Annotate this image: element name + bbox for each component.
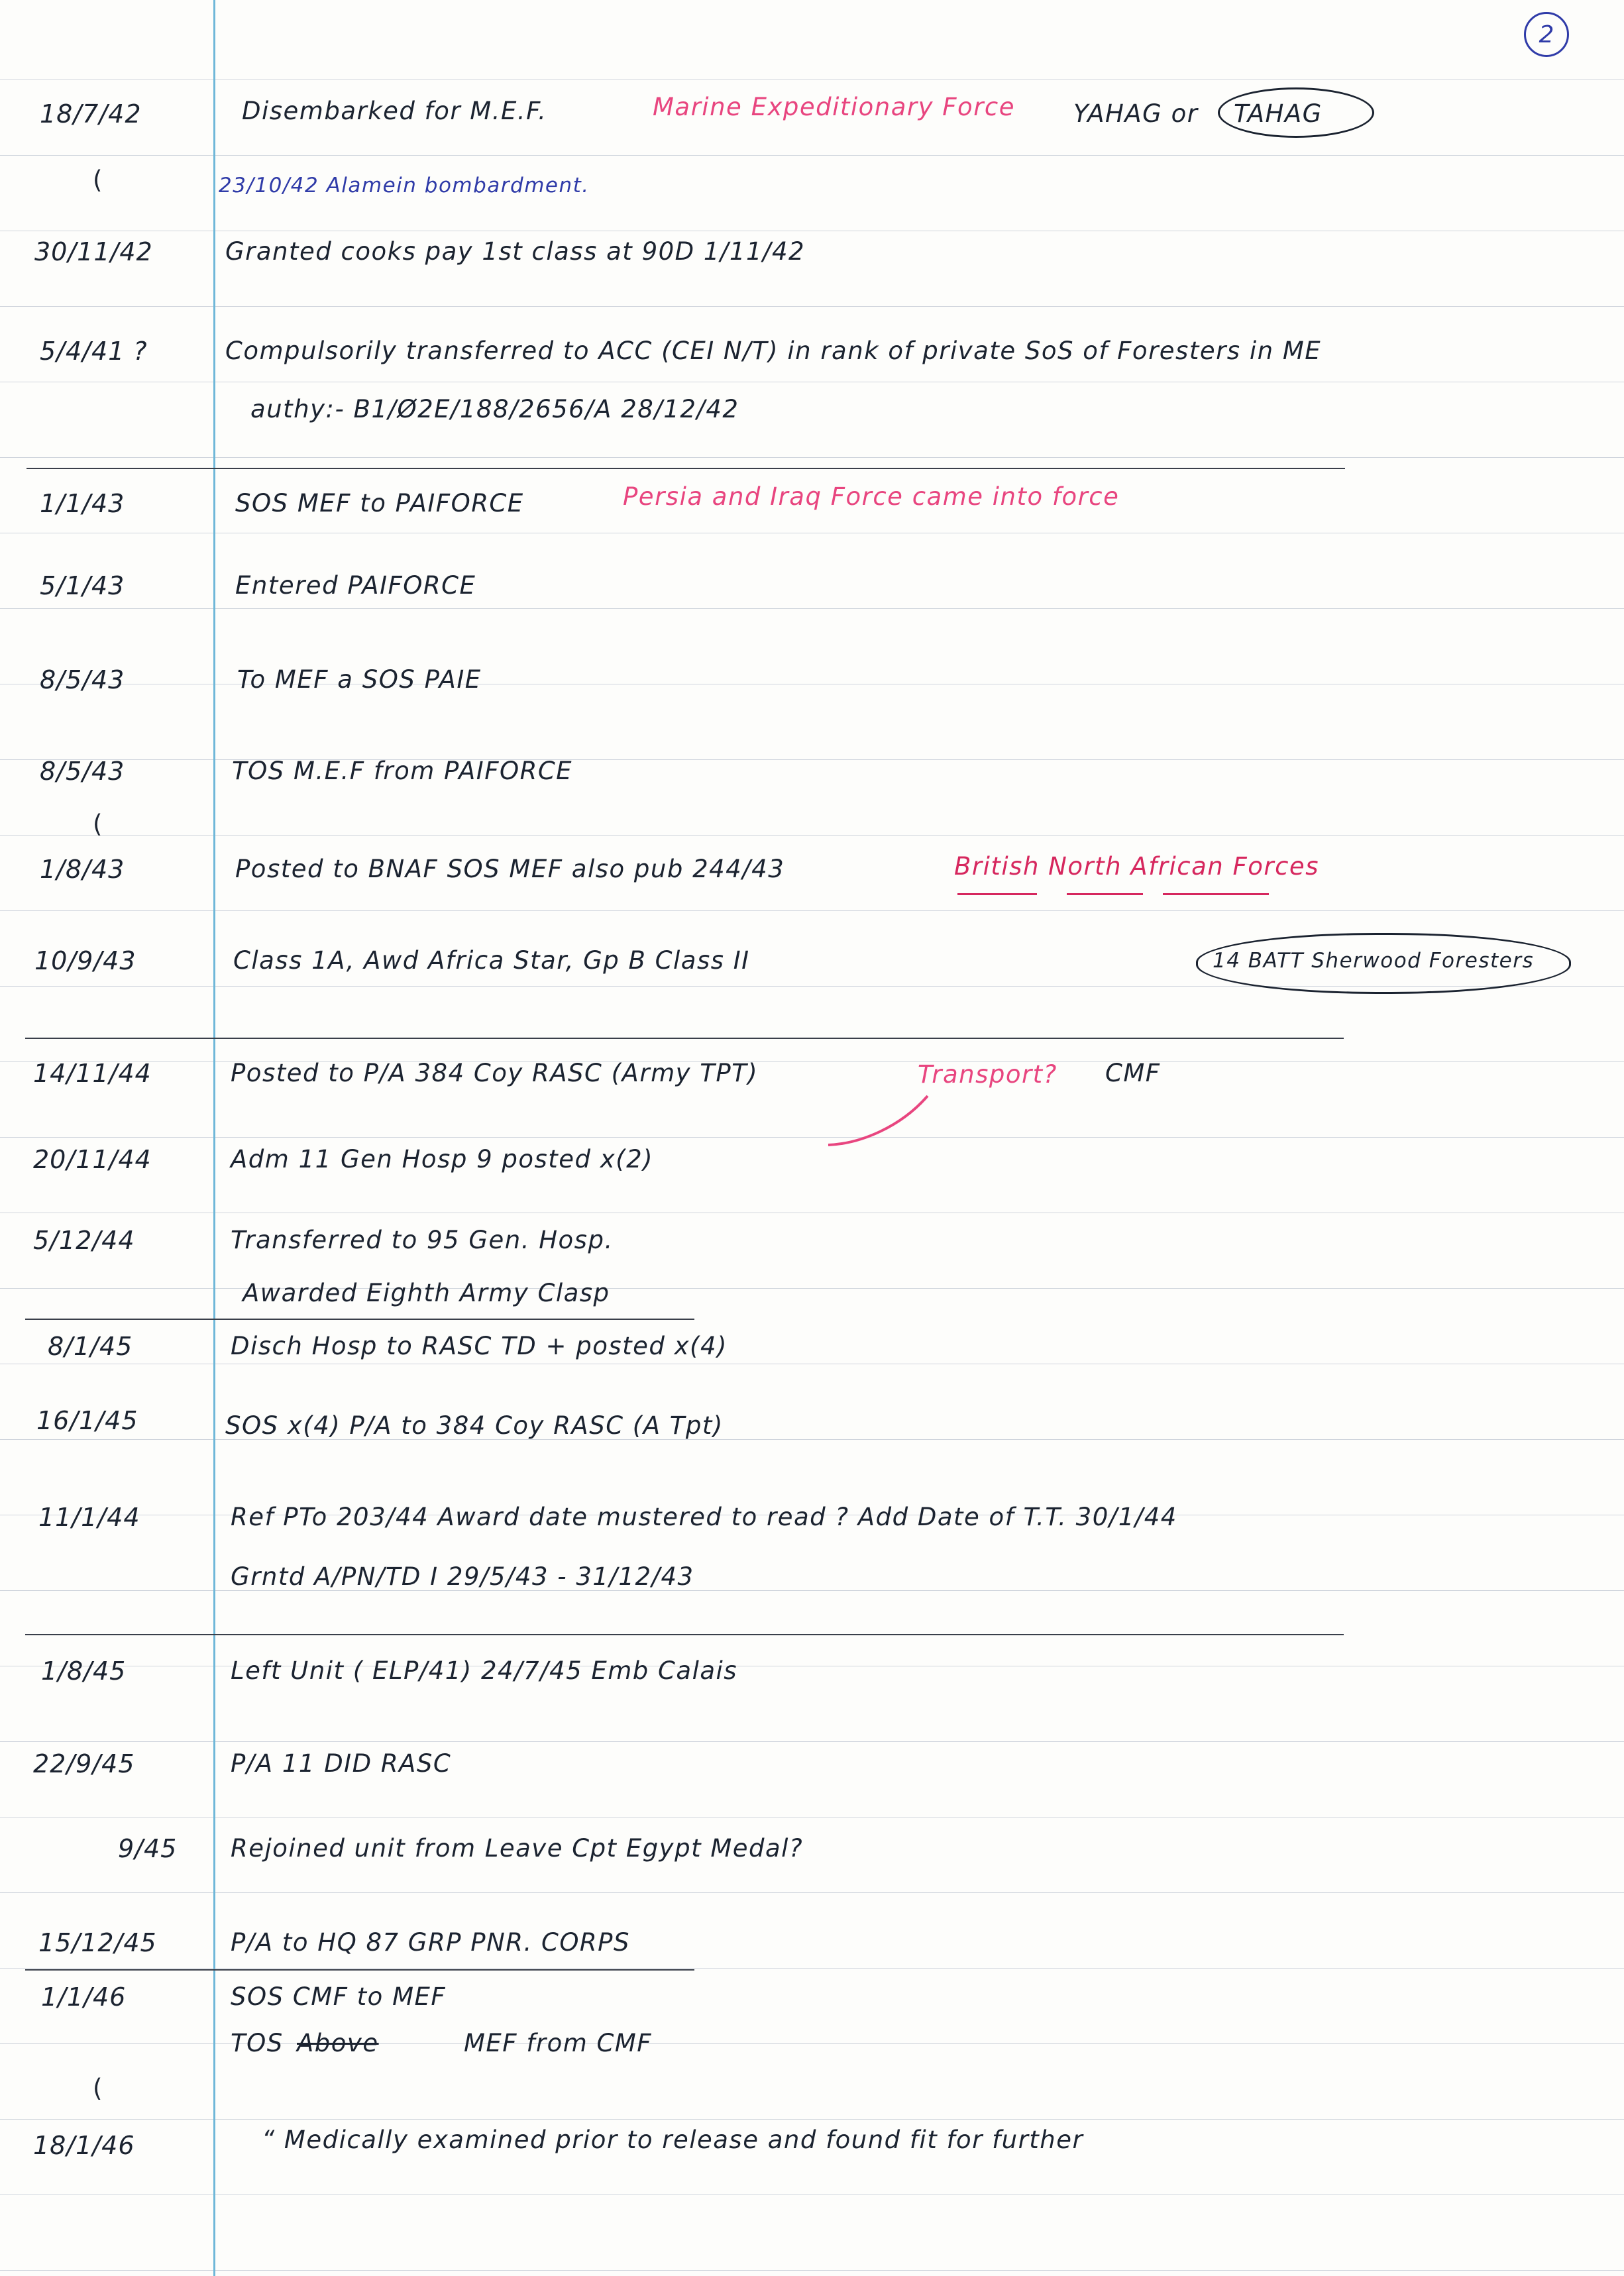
rule-line xyxy=(0,457,1624,458)
hand-separator xyxy=(27,468,1345,469)
entry-text: CMF xyxy=(1105,1059,1161,1087)
entry-text: Granted cooks pay 1st class at 90D 1/11/42 xyxy=(225,237,806,266)
entry-text: SOS x(4) P/A to 384 Coy RASC (A Tpt) xyxy=(225,1411,724,1440)
struck-word: Above xyxy=(297,2029,379,2057)
entry-annotation-red: British North African Forces xyxy=(954,852,1319,881)
entry-date: 8/5/43 xyxy=(40,757,125,786)
red-underline xyxy=(957,893,1037,895)
entry-text: Class 1A, Awd Africa Star, Gp B Class II xyxy=(233,946,750,975)
entry-text: authy:- B1/Ø2E/188/2656/A 28/12/42 xyxy=(250,395,739,423)
margin-rule xyxy=(213,0,215,2276)
rule-line xyxy=(0,1968,1624,1969)
entry-date: 5/1/43 xyxy=(40,571,125,600)
entry-date: 1/8/45 xyxy=(41,1656,127,1686)
entry-date: 22/9/45 xyxy=(33,1749,135,1778)
hand-separator xyxy=(25,1038,1344,1039)
entry-text: Adm 11 Gen Hosp 9 posted x(2) xyxy=(231,1145,654,1173)
entry-text: MEF from CMF xyxy=(464,2029,653,2057)
rule-line xyxy=(0,2270,1624,2271)
entry-text: Grntd A/PN/TD I 29/5/43 - 31/12/43 xyxy=(231,1562,694,1591)
entry-text-blue: 23/10/42 Alamein bombardment. xyxy=(219,174,590,197)
entry-annotation-pink: Transport? xyxy=(918,1060,1057,1089)
entry-text: To MEF a SOS PAIE xyxy=(237,665,482,694)
rule-line xyxy=(0,910,1624,911)
entry-text: TOS M.E.F from PAIFORCE xyxy=(232,757,573,785)
entry-date: 1/1/46 xyxy=(41,1982,127,2012)
entry-text: Transferred to 95 Gen. Hosp. xyxy=(231,1226,614,1254)
entry-text: Compulsorily transferred to ACC (CEI N/T) in rank of private SoS of Foresters in ME xyxy=(225,337,1322,365)
red-underline xyxy=(1067,893,1143,895)
entry-text: Disembarked for M.E.F. xyxy=(242,97,547,125)
entry-date: 8/1/45 xyxy=(48,1332,133,1361)
pink-pointer-curve xyxy=(822,1087,947,1153)
entry-date: 1/8/43 xyxy=(40,855,125,884)
entry-date: 11/1/44 xyxy=(38,1503,140,1532)
circle-annotation-battalion xyxy=(1196,933,1571,994)
rule-line xyxy=(0,1892,1624,1893)
entry-text: SOS MEF to PAIFORCE xyxy=(235,489,524,517)
entry-date: 8/5/43 xyxy=(40,665,125,694)
entry-text: Awarded Eighth Army Clasp xyxy=(243,1279,610,1307)
rule-line xyxy=(0,835,1624,836)
entry-text: Posted to P/A 384 Coy RASC (Army TPT) xyxy=(231,1059,759,1087)
entry-text: “ Medically examined prior to release and found fit for further xyxy=(262,2126,1084,2154)
entry-text: Entered PAIFORCE xyxy=(235,571,476,600)
entry-date: 18/1/46 xyxy=(33,2131,135,2160)
entry-text: Left Unit ( ELP/41) 24/7/45 Emb Calais xyxy=(231,1656,738,1685)
entry-text: Ref PTo 203/44 Award date mustered to read ? Add Date of T.T. 30/1/44 xyxy=(231,1503,1177,1531)
entry-date: 9/45 xyxy=(118,1834,178,1863)
entry-annotation-pink: Persia and Iraq Force came into force xyxy=(623,482,1120,511)
entry-text: TOS xyxy=(231,2029,284,2057)
entry-date: 20/11/44 xyxy=(33,1145,152,1174)
entry-date: 5/12/44 xyxy=(33,1226,135,1255)
entry-text: SOS CMF to MEF xyxy=(231,1982,447,2011)
hand-separator xyxy=(25,1969,694,1971)
entry-text: Posted to BNAF SOS MEF also pub 244/43 xyxy=(235,855,785,883)
entry-date: 30/11/42 xyxy=(34,237,153,266)
entry-text: Disch Hosp to RASC TD + posted x(4) xyxy=(231,1332,728,1360)
entry-date: 16/1/45 xyxy=(36,1406,138,1435)
entry-text: P/A to HQ 87 GRP PNR. CORPS xyxy=(231,1928,630,1957)
rule-line xyxy=(0,1741,1624,1742)
red-underline xyxy=(1163,893,1269,895)
bracket-mark: ( xyxy=(93,2074,103,2102)
entry-annotation-pink: Marine Expeditionary Force xyxy=(653,93,1016,121)
entry-date: 18/7/42 xyxy=(40,99,142,129)
rule-line xyxy=(0,155,1624,156)
rule-line xyxy=(0,306,1624,307)
bracket-mark: ( xyxy=(93,810,103,838)
bracket-mark: ( xyxy=(93,166,103,194)
entry-text: YAHAG or xyxy=(1073,99,1199,128)
entry-date: 10/9/43 xyxy=(34,946,136,975)
entry-date: 15/12/45 xyxy=(38,1928,157,1957)
hand-separator xyxy=(25,1634,1344,1635)
entry-text: P/A 11 DID RASC xyxy=(231,1749,452,1778)
entry-text: Rejoined unit from Leave Cpt Egypt Medal? xyxy=(231,1834,804,1863)
entry-circled-text: TAHAG xyxy=(1234,99,1323,128)
hand-separator xyxy=(25,1319,694,1320)
entry-circled-text: 14 BATT Sherwood Foresters xyxy=(1213,949,1535,973)
entry-date: 14/11/44 xyxy=(33,1059,152,1088)
rule-line xyxy=(0,608,1624,609)
circle-annotation-tahag xyxy=(1218,87,1374,138)
entry-date: 1/1/43 xyxy=(40,489,125,518)
rule-line xyxy=(0,2119,1624,2120)
rule-line xyxy=(0,1137,1624,1138)
page-number-badge: 2 xyxy=(1524,12,1569,57)
entry-date: 5/4/41 ? xyxy=(40,337,148,366)
